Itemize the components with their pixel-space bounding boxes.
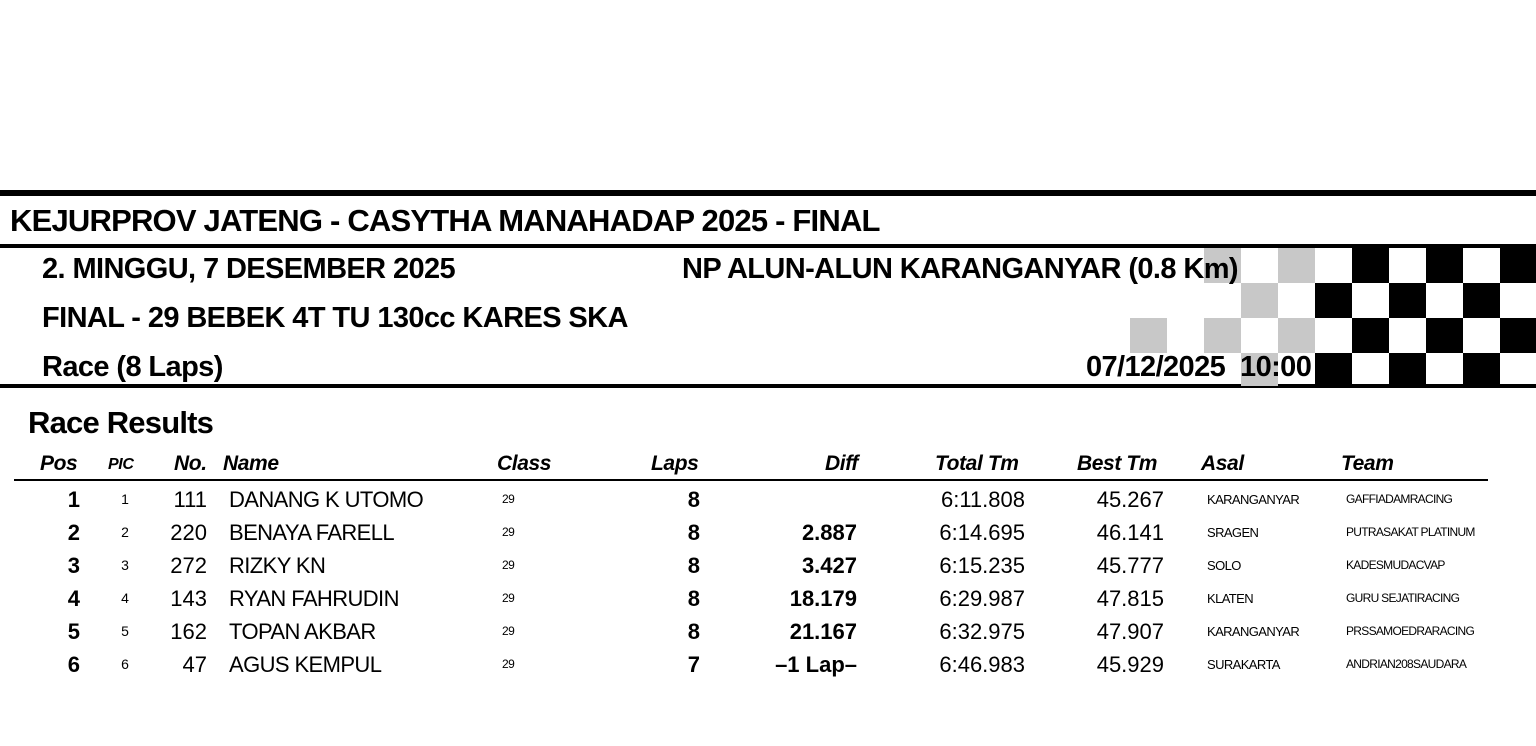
flag-square [1352,318,1389,353]
event-venue: NP ALUN-ALUN KARANGANYAR (0.8 Km) [682,253,1238,285]
col-pic: PIC [108,456,134,473]
cell-pos: 1 [67,487,80,512]
cell-laps: 8 [687,553,700,578]
flag-square [1500,248,1536,283]
flag-square [1463,283,1500,318]
race-datetime: 07/12/2025 10:00 [1086,351,1312,383]
cell-pic: 1 [121,491,129,507]
cell-total: 6:32.975 [939,619,1025,644]
flag-square [1389,283,1426,318]
flag-square [1315,353,1352,386]
cell-no: 111 [173,487,207,512]
flag-square [1500,318,1536,353]
cell-asal: SURAKARTA [1207,657,1280,672]
table-row [0,648,1536,681]
cell-best: 47.907 [1096,619,1164,644]
cell-best: 45.777 [1096,553,1164,578]
cell-laps: 8 [687,619,700,644]
col-best: Best Tm [1077,452,1158,475]
cell-asal: KARANGANYAR [1207,492,1300,507]
cell-asal: SOLO [1207,558,1241,573]
cell-diff: 3.427 [801,553,857,578]
cell-class: 29 [502,591,515,605]
cell-pos: 2 [67,520,80,545]
table-row [0,549,1536,582]
cell-class: 29 [502,525,515,539]
flag-square [1389,353,1426,386]
col-pos: Pos [40,452,78,475]
table-row [0,483,1536,516]
cell-pic: 2 [121,524,129,540]
cell-class: 29 [502,624,515,638]
flag-square [1278,248,1315,283]
cell-no: 220 [170,520,207,545]
table-row [0,615,1536,648]
cell-diff: 18.179 [789,586,857,611]
cell-best: 47.815 [1096,586,1164,611]
flag-square [1426,248,1463,283]
cell-class: 29 [502,657,515,671]
cell-diff: 2.887 [801,520,857,545]
cell-team: KADESMUDACVAP [1346,558,1445,572]
cell-no: 272 [170,553,207,578]
cell-pos: 3 [67,553,80,578]
col-diff: Diff [825,452,859,475]
cell-name: BENAYA FARELL [229,520,395,545]
cell-laps: 7 [687,652,700,677]
cell-diff: 21.167 [789,619,857,644]
table-row [0,516,1536,549]
col-total: Total Tm [935,452,1019,475]
col-class: Class [497,452,552,475]
cell-total: 6:11.808 [940,487,1025,512]
cell-class: 29 [502,492,515,506]
cell-name: AGUS KEMPUL [229,652,382,677]
col-name: Name [223,452,279,475]
cell-no: 162 [170,619,207,644]
cell-laps: 8 [687,520,700,545]
cell-laps: 8 [687,586,700,611]
cell-total: 6:46.983 [939,652,1025,677]
flag-square [1241,283,1278,318]
flag-square [1130,318,1167,353]
cell-total: 6:14.695 [939,520,1025,545]
cell-asal: KLATEN [1207,591,1254,606]
cell-pos: 5 [67,619,80,644]
cell-total: 6:29.987 [939,586,1025,611]
col-team: Team [1341,452,1394,475]
col-no: No. [174,452,207,475]
cell-pic: 4 [121,590,129,606]
race-type: Race (8 Laps) [42,351,223,383]
event-day: 2. MINGGU, 7 DESEMBER 2025 [42,253,456,285]
cell-best: 46.141 [1096,520,1164,545]
cell-pic: 6 [121,656,129,672]
flag-square [1463,353,1500,386]
cell-team: GAFFIADAMRACING [1346,492,1453,506]
race-class: FINAL - 29 BEBEK 4T TU 130cc KARES SKA [42,302,628,334]
cell-laps: 8 [687,487,700,512]
event-title: KEJURPROV JATENG - CASYTHA MANAHADAP 2025 - FINAL [10,203,880,238]
table-header-rule [14,479,1488,481]
cell-asal: SRAGEN [1207,525,1259,540]
cell-team: GURU SEJATIRACING [1346,591,1460,605]
cell-pos: 6 [67,652,80,677]
cell-name: TOPAN AKBAR [229,619,376,644]
cell-name: RYAN FAHRUDIN [229,586,399,611]
cell-class: 29 [502,558,515,572]
cell-team: ANDRIAN208SAUDARA [1346,657,1467,671]
section-title: Race Results [28,405,214,440]
cell-best: 45.929 [1096,652,1164,677]
cell-best: 45.267 [1096,487,1164,512]
cell-pos: 4 [67,586,80,611]
cell-team: PUTRASAKAT PLATINUM [1346,525,1475,539]
cell-name: DANANG K UTOMO [229,487,424,512]
header-top-rule [0,190,1536,196]
flag-square [1352,248,1389,283]
cell-asal: KARANGANYAR [1207,624,1300,639]
cell-pic: 3 [121,557,129,573]
flag-square [1315,283,1352,318]
flag-square [1204,318,1241,353]
cell-diff: –1 Lap– [775,652,857,677]
cell-no: 47 [182,652,207,677]
cell-team: PRSSAMOEDRARACING [1346,624,1475,638]
cell-no: 143 [170,586,207,611]
col-asal: Asal [1201,452,1244,475]
col-laps: Laps [651,452,699,475]
table-row [0,582,1536,615]
cell-name: RIZKY KN [229,553,326,578]
cell-pic: 5 [121,623,129,639]
cell-total: 6:15.235 [939,553,1025,578]
flag-square [1426,318,1463,353]
flag-square [1278,318,1315,353]
